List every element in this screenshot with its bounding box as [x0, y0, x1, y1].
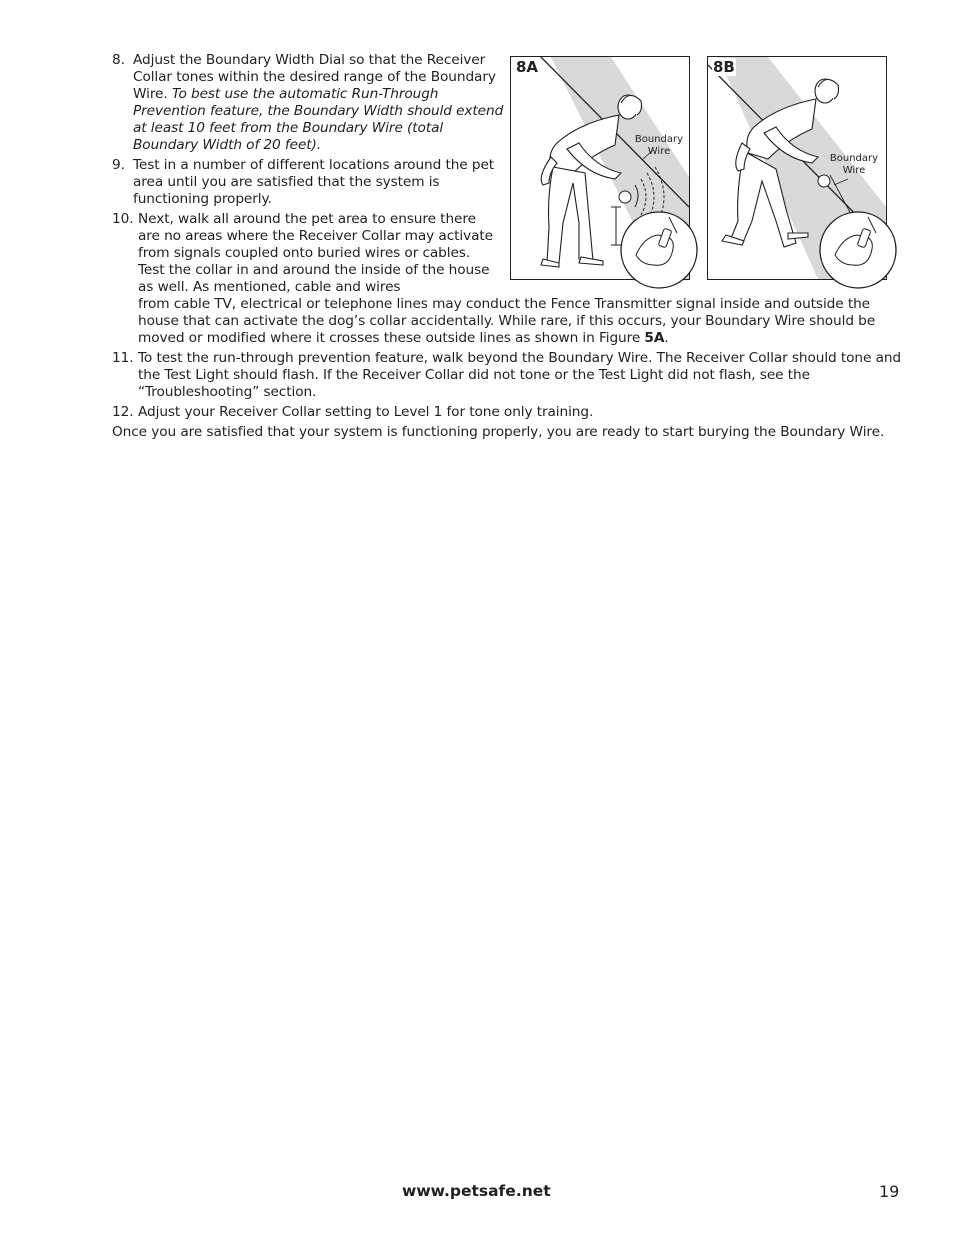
step-italic-note: To best use the automatic Run-Through Prevention feature, the Boundary Width should extend at least 10 feet from the Boundary Wire (total Boundary Width of 20 feet). [133, 86, 504, 153]
page-number: 19 [879, 1182, 900, 1201]
figure-8a [510, 56, 690, 280]
step-text: To test the run-through prevention feature, walk beyond the Boundary Wire. The Receiver Collar should tone and the Test Light should flash. If the Receiver Collar did not tone or the Test Light did not flash, see the “Troubleshooting” section. [138, 350, 902, 400]
figure-8a-illustration [511, 57, 689, 279]
figure-reference: 5A [644, 330, 665, 346]
hand-collar-inset [621, 212, 697, 288]
footer-website-link[interactable]: www.petsafe.net [402, 1182, 551, 1200]
step-number: 8. [112, 52, 125, 68]
step-text-part-a: Next, walk all around the pet area to ensure there are no areas where the Receiver Collar may activate from signals coupled onto buried wires or cables. Test the collar in and around the inside of the house as well. As mentioned, cable and wires [138, 211, 493, 295]
step-11 [112, 350, 902, 401]
boundary-wire-label: Boundary Wire [634, 134, 684, 157]
closing-paragraph: Once you are satisfied that your system is functioning properly, you are ready to start burying the Boundary Wire. [112, 424, 885, 440]
figure-label: 8B [713, 58, 735, 76]
hand-collar-inset [820, 212, 896, 288]
boundary-wire-label: Boundary Wire [829, 153, 879, 176]
step-text-end: . [664, 330, 669, 346]
step-12 [112, 404, 902, 421]
step-text: Test in a number of different locations around the pet area until you are satisfied that the system is functioning properly. [133, 157, 495, 207]
step-number: 10. [112, 211, 134, 227]
step-text: Adjust your Receiver Collar setting to Level 1 for tone only training. [138, 404, 594, 420]
figure-label: 8A [516, 58, 539, 76]
figure-8b [707, 56, 887, 280]
step-number: 12. [112, 404, 134, 420]
step-number: 11. [112, 350, 134, 366]
step-text: Adjust the Boundary Width Dial so that the Receiver Collar tones within the desired range of the Boundary Wire. [133, 52, 496, 102]
step-number: 9. [112, 157, 125, 173]
step-text-part-b: from cable TV, electrical or telephone lines may conduct the Fence Transmitter signal inside and outside the house that can activate the dog’s collar accidentally. While rare, if this occurs, your Boundary Wire should be moved or modified where it crosses these outside lines as shown in Figure [138, 296, 876, 346]
